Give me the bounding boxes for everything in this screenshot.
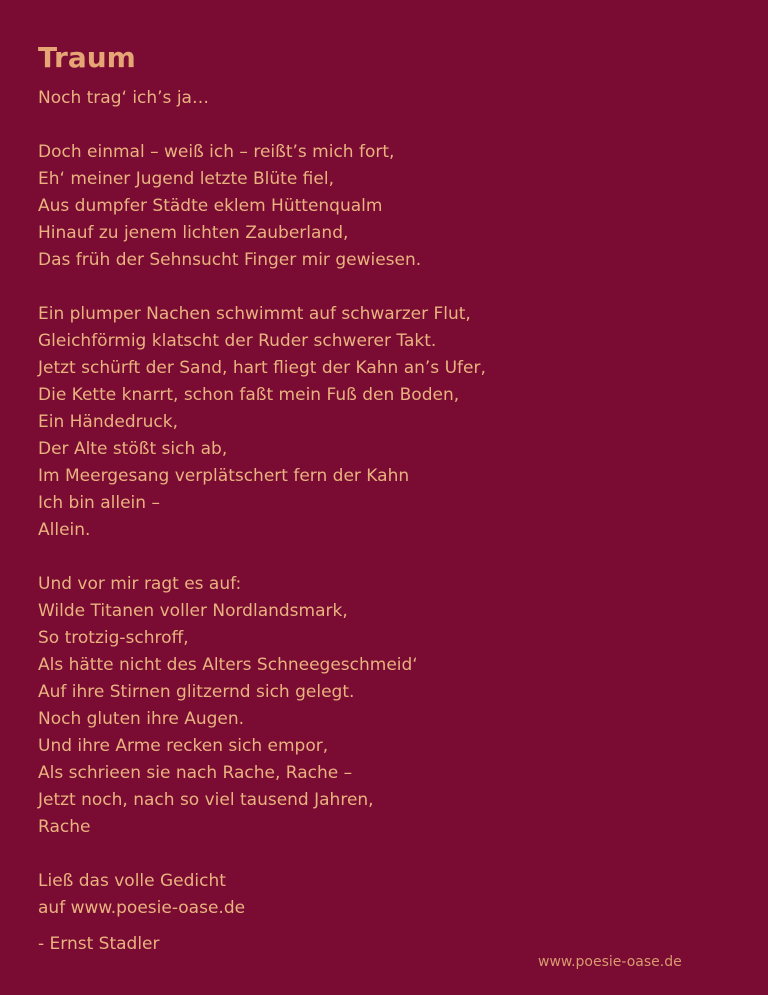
poem-line: Ein Händedruck, bbox=[38, 412, 179, 432]
poem-line: Das früh der Sehnsucht Finger mir gewiesen. bbox=[38, 250, 422, 270]
poem-line: Jetzt schürft der Sand, hart fliegt der Kahn an’s Ufer, bbox=[38, 358, 486, 378]
read-more-note bbox=[38, 868, 728, 922]
poem-line: Und ihre Arme recken sich empor, bbox=[38, 736, 329, 756]
stanza-gap bbox=[38, 274, 728, 301]
poem-line: Doch einmal – weiß ich – reißt’s mich fort, bbox=[38, 142, 395, 162]
poem-title: Traum bbox=[38, 41, 136, 74]
stanza-gap bbox=[38, 544, 728, 571]
stanza-gap bbox=[38, 112, 728, 139]
poem-line: Allein. bbox=[38, 520, 91, 540]
poem-line: Und vor mir ragt es auf: bbox=[38, 574, 242, 594]
poem-line: Ich bin allein – bbox=[38, 493, 160, 513]
stanza-3 bbox=[38, 571, 728, 841]
poem-line: Die Kette knarrt, schon faßt mein Fuß den Boden, bbox=[38, 385, 460, 405]
poem-line: Als hätte nicht des Alters Schneegeschmeid‘ bbox=[38, 655, 418, 675]
poem-line: Auf ihre Stirnen glitzernd sich gelegt. bbox=[38, 682, 355, 702]
poem-intro-line: Noch trag‘ ich’s ja… bbox=[38, 88, 209, 108]
stanza-gap bbox=[38, 841, 728, 868]
poem-line: Als schrieen sie nach Rache, Rache – bbox=[38, 763, 353, 783]
poem-body bbox=[38, 85, 728, 922]
stanza-2 bbox=[38, 301, 728, 544]
poem-line: Noch gluten ihre Augen. bbox=[38, 709, 245, 729]
poem-line: So trotzig-schroff, bbox=[38, 628, 189, 648]
poem-line: Im Meergesang verplätschert fern der Kahn bbox=[38, 466, 410, 486]
poem-line: Aus dumpfer Städte eklem Hüttenqualm bbox=[38, 196, 383, 216]
poem-line: Hinauf zu jenem lichten Zauberland, bbox=[38, 223, 349, 243]
poem-line: Rache bbox=[38, 817, 91, 837]
stanza-1 bbox=[38, 139, 728, 274]
poem-line: Wilde Titanen voller Nordlandsmark, bbox=[38, 601, 348, 621]
poem-line: Eh‘ meiner Jugend letzte Blüte fiel, bbox=[38, 169, 334, 189]
poem-line: Ein plumper Nachen schwimmt auf schwarzer Flut, bbox=[38, 304, 471, 324]
read-more-line: Ließ das volle Gedicht bbox=[38, 871, 226, 891]
footer-website: www.poesie-oase.de bbox=[538, 954, 682, 970]
poem-line: Jetzt noch, nach so viel tausend Jahren, bbox=[38, 790, 374, 810]
poem-line: Gleichförmig klatscht der Ruder schwerer Takt. bbox=[38, 331, 437, 351]
poem-line: Der Alte stößt sich ab, bbox=[38, 439, 228, 459]
read-more-link-line: auf www.poesie-oase.de bbox=[38, 898, 246, 918]
poem-author: - Ernst Stadler bbox=[38, 934, 160, 954]
